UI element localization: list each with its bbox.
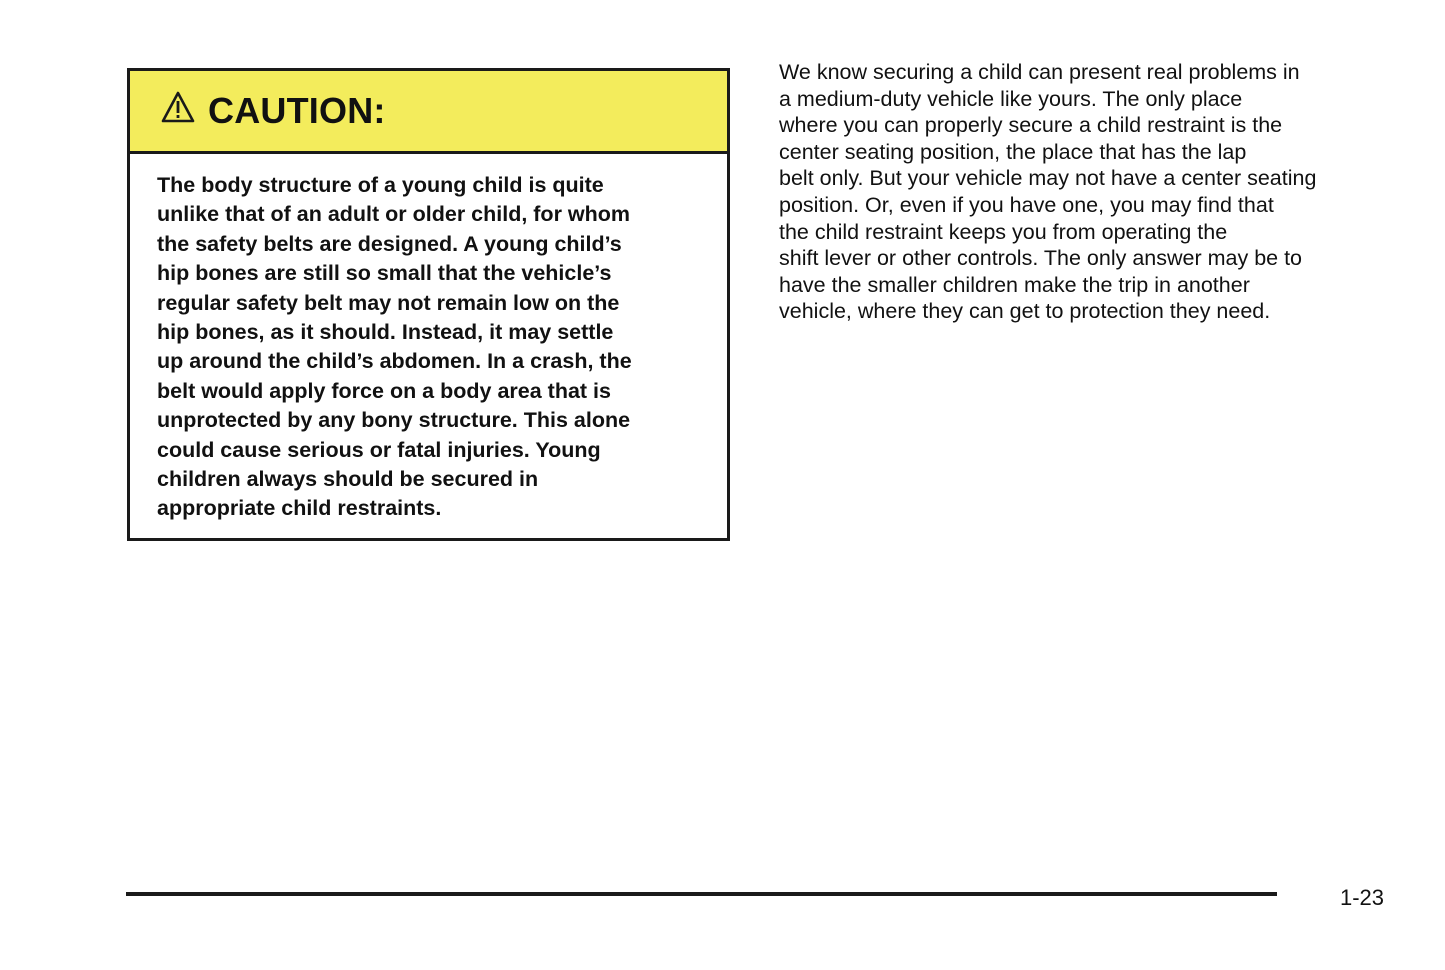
warning-triangle-icon	[160, 90, 196, 124]
caution-line: hip bones, as it should. Instead, it may settle	[157, 320, 614, 345]
paragraph-line: a medium-duty vehicle like yours. The only place	[779, 86, 1243, 111]
footer-rule	[126, 892, 1277, 896]
paragraph-line: where you can properly secure a child restraint is the	[779, 113, 1283, 138]
caution-line: could cause serious or fatal injuries. Young	[157, 437, 601, 462]
caution-title: CAUTION:	[208, 90, 386, 131]
caution-box	[127, 68, 730, 541]
paragraph-line: position. Or, even if you have one, you may find that	[779, 192, 1274, 217]
caution-line: children always should be secured in	[157, 467, 539, 492]
paragraph-line: the child restraint keeps you from operating the	[779, 219, 1228, 244]
paragraph-line: shift lever or other controls. The only answer may be to	[779, 246, 1303, 271]
caution-line: regular safety belt may not remain low on the	[157, 290, 620, 315]
caution-line: the safety belts are designed. A young child’s	[157, 231, 622, 256]
caution-line: unprotected by any bony structure. This alone	[157, 408, 631, 433]
caution-line: The body structure of a young child is quite	[157, 173, 604, 197]
paragraph-line: center seating position, the place that has the lap	[779, 139, 1247, 164]
caution-body	[130, 154, 727, 524]
body-paragraph	[779, 59, 1316, 325]
page-number: 1-23	[1340, 885, 1385, 910]
caution-header	[130, 71, 727, 154]
caution-line: up around the child’s abdomen. In a crash, the	[157, 349, 632, 374]
caution-line: appropriate child restraints.	[157, 496, 442, 521]
paragraph-line: We know securing a child can present real problems in	[779, 60, 1300, 84]
caution-line: hip bones are still so small that the vehicle’s	[157, 261, 612, 286]
caution-line: belt would apply force on a body area that is	[157, 378, 611, 403]
paragraph-line: belt only. But your vehicle may not have a center seating	[779, 166, 1317, 191]
paragraph-line: have the smaller children make the trip in another	[779, 272, 1250, 297]
caution-line: unlike that of an adult or older child, for whom	[157, 202, 631, 227]
paragraph-line: vehicle, where they can get to protection they need.	[779, 299, 1271, 324]
